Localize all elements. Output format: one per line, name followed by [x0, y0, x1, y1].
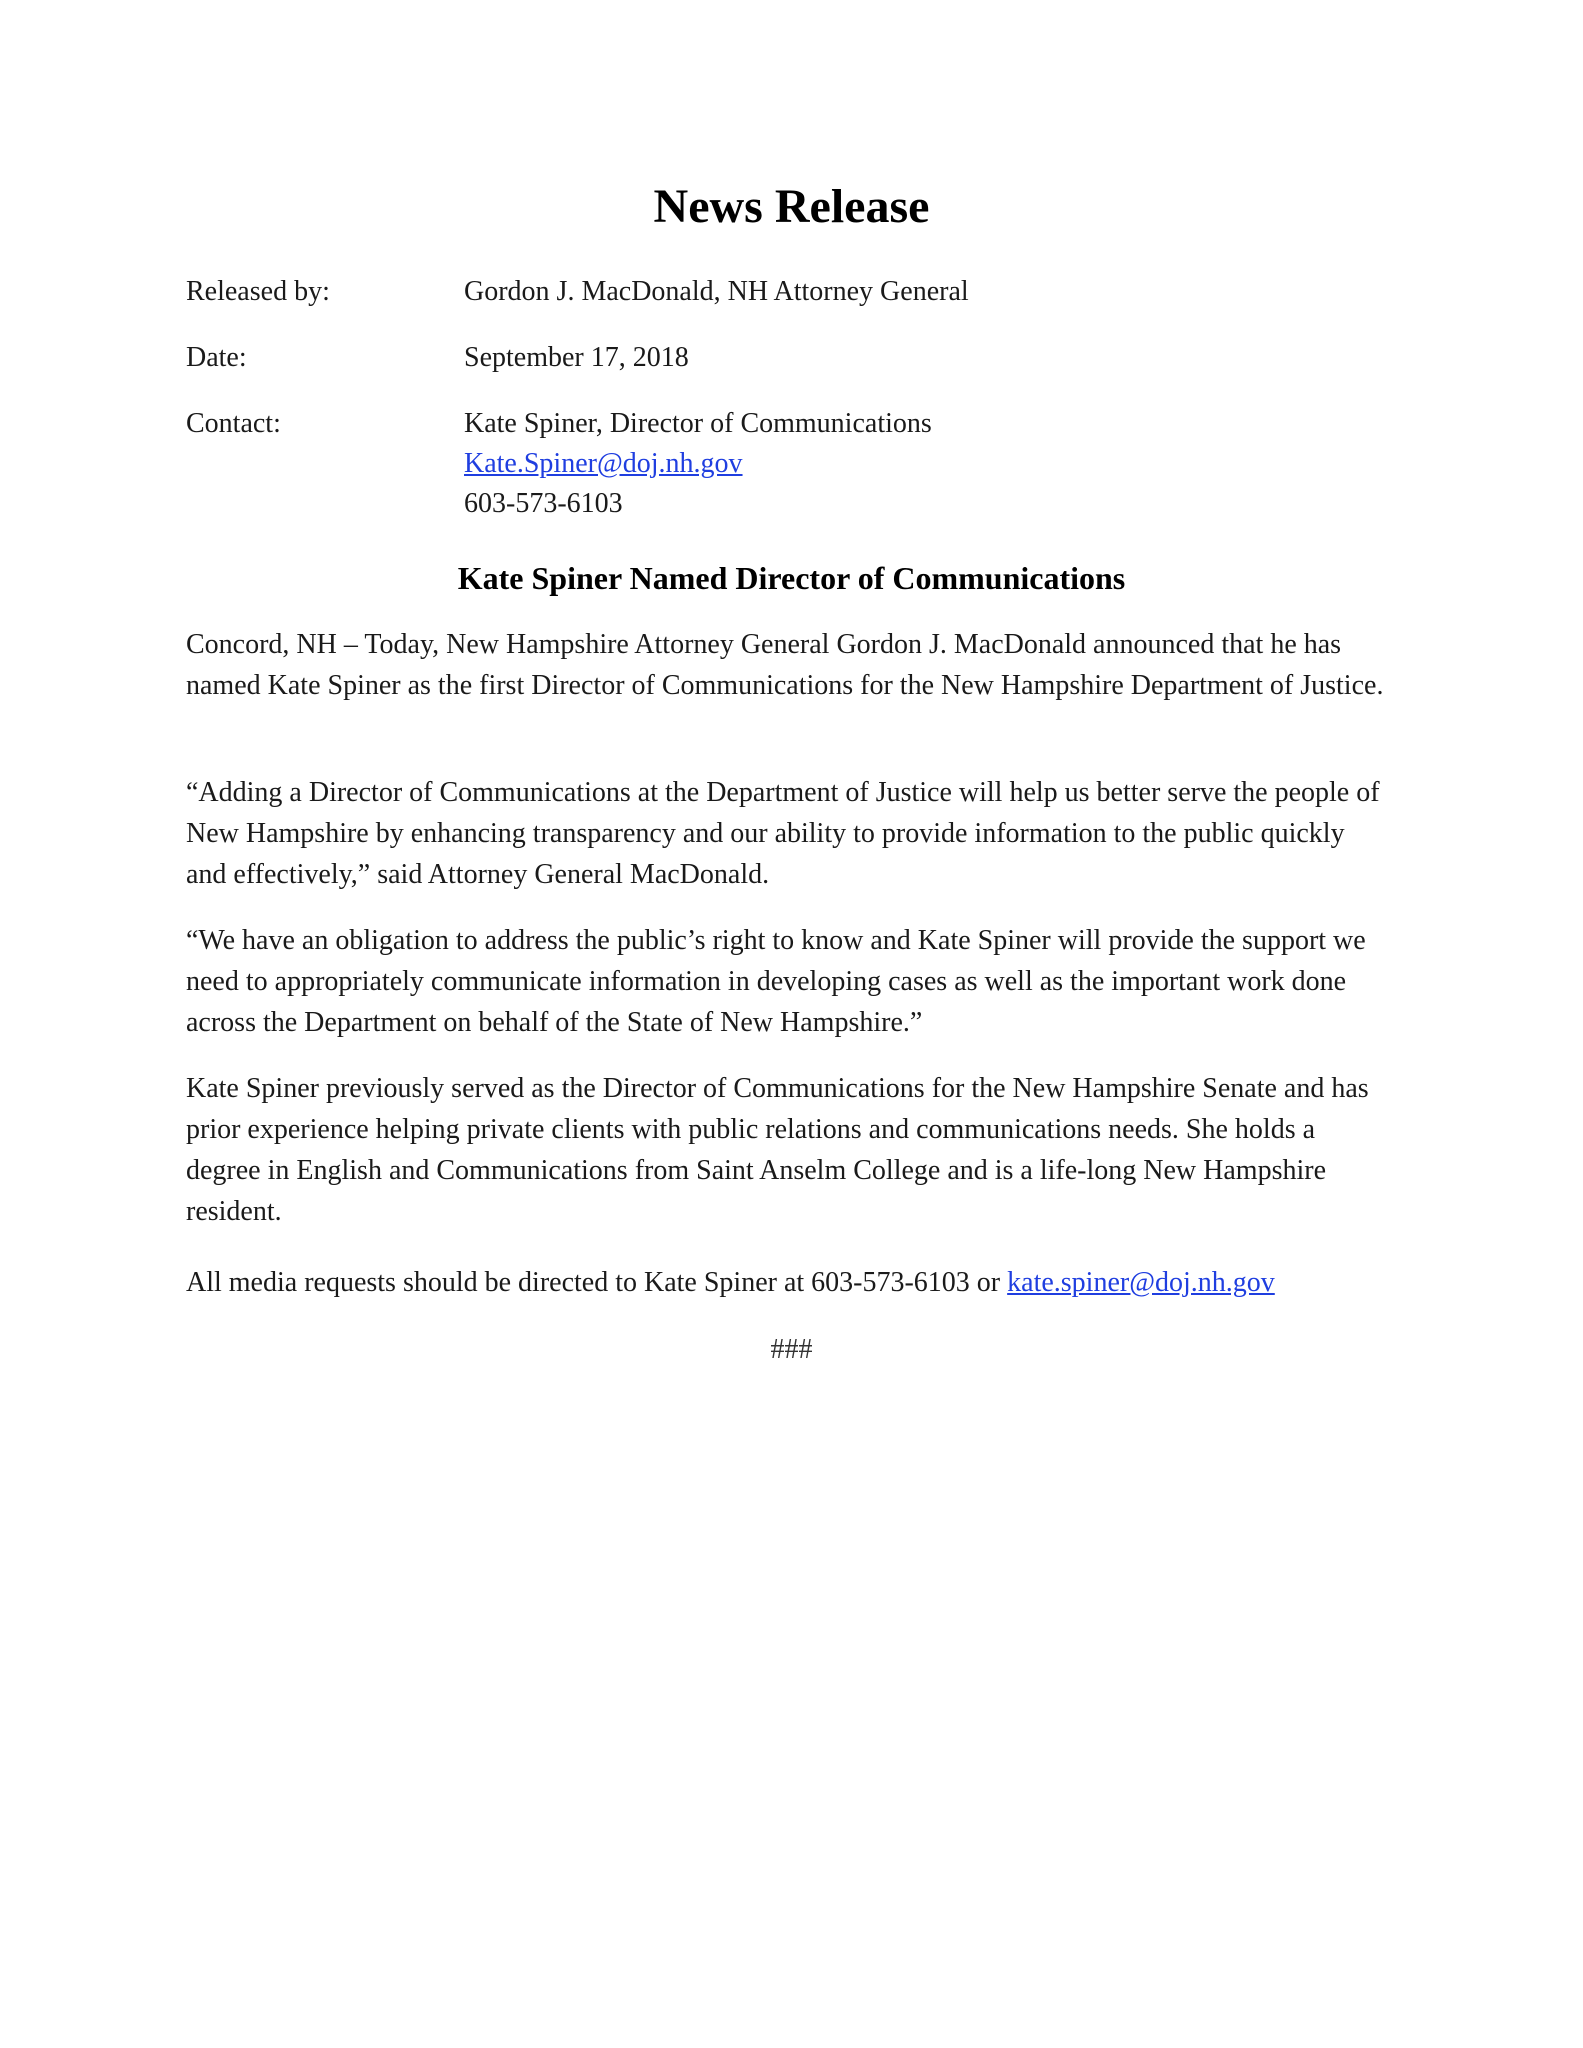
contact-email-link[interactable]: Kate.Spiner@doj.nh.gov	[464, 448, 743, 479]
contact-name: Kate Spiner, Director of Communications	[464, 408, 932, 439]
page-title: News Release	[653, 180, 930, 233]
body-paragraph-intro: Concord, NH – Today, New Hampshire Attorney General Gordon J. MacDonald announced that he has named Kate Spiner as the first Director of Communications for the New Hampshire Department of Justice.	[186, 629, 1384, 701]
contact-phone: 603-573-6103	[464, 488, 623, 519]
body-paragraph-quote-1: “Adding a Director of Communications at the Department of Justice will help us better serve the people of New Hampshire by enhancing transparency and our ability to provide information to the public quickly and effectively,” said Attorney General MacDonald.	[186, 777, 1380, 890]
body-paragraph-bio: Kate Spiner previously served as the Director of Communications for the New Hampshire Senate and has prior experience helping private clients with public relations and communications needs. She holds a degree in English and Communications from Saint Anselm College and is a life-long New Hampshire resident.	[186, 1073, 1369, 1227]
end-of-release-mark: ###	[770, 1334, 813, 1365]
media-requests-text: All media requests should be directed to Kate Spiner at 603-573-6103 or	[186, 1267, 1008, 1298]
released-by-label: Released by:	[186, 276, 330, 307]
body-paragraph-quote-2: “We have an obligation to address the public’s right to know and Kate Spiner will provide the support we need to appropriately communicate information in developing cases as well as the important work done across the Department on behalf of the State of New Hampshire.”	[186, 925, 1366, 1038]
media-email-link[interactable]: kate.spiner@doj.nh.gov	[1007, 1267, 1275, 1298]
date-value: September 17, 2018	[464, 342, 689, 373]
released-by-value: Gordon J. MacDonald, NH Attorney General	[464, 276, 969, 307]
contact-details	[464, 404, 1364, 524]
release-headline: Kate Spiner Named Director of Communications	[457, 560, 1126, 596]
date-label: Date:	[186, 342, 247, 373]
contact-label: Contact:	[186, 408, 281, 439]
media-requests-line	[186, 1262, 1391, 1303]
